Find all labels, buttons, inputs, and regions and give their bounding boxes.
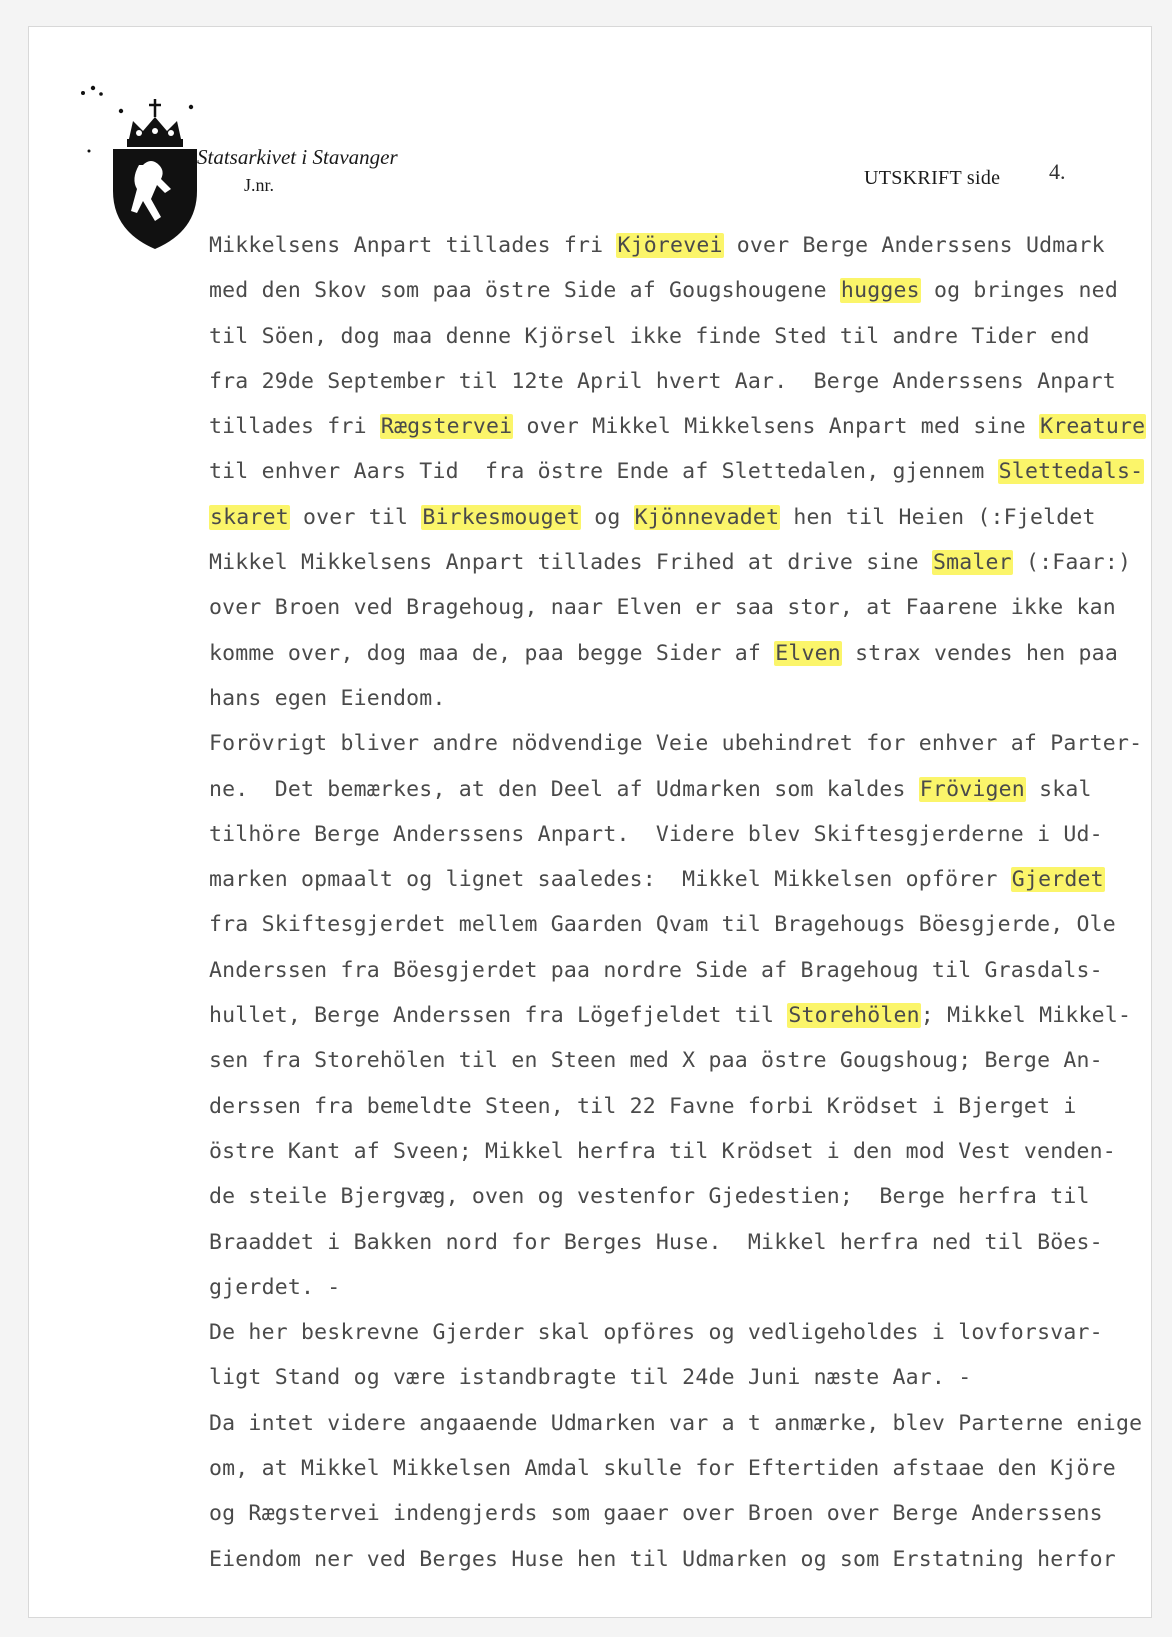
text-segment: om, at Mikkel Mikkelsen Amdal skulle for Eftertiden afstaae den Kjöre bbox=[209, 1456, 1116, 1482]
journal-number-label: J.nr. bbox=[244, 175, 275, 195]
text-segment: marken opmaalt og lignet saaledes: Mikkel Mikkelsen opförer bbox=[209, 867, 1011, 893]
text-line bbox=[209, 993, 1169, 1038]
page-number: 4. bbox=[1049, 159, 1066, 184]
text-segment: De her beskrevne Gjerder skal opföres og vedligeholdes i lovforsvar- bbox=[209, 1320, 1103, 1346]
document-page bbox=[28, 26, 1152, 1618]
transcript-body bbox=[209, 223, 1169, 1582]
text-segment: og bbox=[581, 504, 634, 530]
utskrift-label: UTSKRIFT side bbox=[864, 167, 1001, 189]
text-line bbox=[209, 812, 1169, 857]
text-segment: hullet, Berge Anderssen fra Lögefjeldet til bbox=[209, 1003, 788, 1029]
text-segment: fra Skiftesgjerdet mellem Gaarden Qvam til Bragehougs Böesgjerde, Ole bbox=[209, 912, 1116, 938]
text-line bbox=[209, 1220, 1169, 1265]
text-segment: Braaddet i Bakken nord for Berges Huse. Mikkel herfra ned til Böes- bbox=[209, 1229, 1103, 1255]
highlighted-word: Slettedals- bbox=[998, 459, 1144, 485]
text-segment: over Mikkel Mikkelsens Anpart med sine bbox=[513, 414, 1040, 440]
highlighted-word: Elven bbox=[775, 640, 841, 666]
text-line bbox=[209, 1084, 1169, 1129]
archive-name: Statsarkivet i Stavanger bbox=[197, 145, 398, 169]
text-segment: (:Faar:) bbox=[1012, 550, 1132, 576]
text-segment: strax vendes hen paa bbox=[841, 640, 1118, 666]
highlighted-word: Kreature bbox=[1040, 414, 1146, 440]
highlighted-word: Kjönnevadet bbox=[634, 504, 780, 530]
text-segment: ne. Det bemærkes, at den Deel af Udmarken som kaldes bbox=[209, 776, 919, 802]
highlighted-word: hugges bbox=[840, 278, 920, 304]
text-segment: hans egen Eiendom. bbox=[209, 685, 446, 711]
text-line bbox=[209, 721, 1169, 766]
text-line bbox=[209, 449, 1169, 494]
text-line bbox=[209, 902, 1169, 947]
text-line bbox=[209, 585, 1169, 630]
text-line bbox=[209, 1265, 1169, 1310]
text-line bbox=[209, 1355, 1169, 1400]
text-segment: Da intet videre angaaende Udmarken var a t anmærke, blev Parterne enige bbox=[209, 1410, 1143, 1436]
text-line bbox=[209, 495, 1169, 540]
text-line bbox=[209, 1038, 1169, 1083]
text-segment: de steile Bjergvæg, oven og vestenfor Gjedestien; Berge herfra til bbox=[209, 1184, 1090, 1210]
text-line bbox=[209, 948, 1169, 993]
text-segment: til enhver Aars Tid fra östre Ende af Slettedalen, gjennem bbox=[209, 459, 998, 485]
text-segment: östre Kant af Sveen; Mikkel herfra til Krödset i den mod Vest venden- bbox=[209, 1138, 1116, 1164]
text-segment: over til bbox=[289, 504, 422, 530]
highlighted-word: Kjörevei bbox=[617, 233, 723, 258]
highlighted-word: Rægstervei bbox=[380, 414, 513, 440]
text-line bbox=[209, 540, 1169, 585]
text-line bbox=[209, 1310, 1169, 1355]
text-line bbox=[209, 223, 1169, 268]
text-line bbox=[209, 314, 1169, 359]
text-segment: fra 29de September til 12te April hvert Aar. Berge Anderssens Anpart bbox=[209, 368, 1116, 394]
text-segment: sen fra Storehölen til en Steen med X paa östre Gougshoug; Berge An- bbox=[209, 1048, 1103, 1074]
text-segment: til Söen, dog maa denne Kjörsel ikke finde Sted til andre Tider end bbox=[209, 323, 1090, 349]
text-line bbox=[209, 676, 1169, 721]
text-segment: over Berge Anderssens Udmark bbox=[723, 233, 1105, 258]
text-segment: Eiendom ner ved Berges Huse hen til Udmarken og som Erstatning herfor bbox=[209, 1546, 1116, 1572]
text-line bbox=[209, 1491, 1169, 1536]
text-segment: skal bbox=[1025, 776, 1092, 802]
text-segment: og Rægstervei indengjerds som gaaer over Broen over Berge Anderssens bbox=[209, 1501, 1103, 1527]
text-segment: ; Mikkel Mikkel- bbox=[920, 1003, 1132, 1029]
text-segment: med den Skov som paa östre Side af Gougshougene bbox=[209, 278, 840, 304]
text-line bbox=[209, 359, 1169, 404]
text-segment: hen til Heien (:Fjeldet bbox=[780, 504, 1096, 530]
text-segment: Anderssen fra Böesgjerdet paa nordre Side af Bragehoug til Grasdals- bbox=[209, 957, 1103, 983]
text-line bbox=[209, 767, 1169, 812]
text-segment: og bringes ned bbox=[920, 278, 1118, 304]
text-segment: tillades fri bbox=[209, 414, 380, 440]
highlighted-word: Gjerdet bbox=[1011, 867, 1104, 893]
text-segment: komme over, dog maa de, paa begge Sider af bbox=[209, 640, 775, 666]
text-line bbox=[209, 1174, 1169, 1219]
highlighted-word: skaret bbox=[210, 504, 289, 530]
text-line bbox=[209, 1401, 1169, 1446]
highlighted-word: Storehölen bbox=[788, 1003, 920, 1029]
text-segment: over Broen ved Bragehoug, naar Elven er saa stor, at Faarene ikke kan bbox=[209, 595, 1116, 621]
highlighted-word: Birkesmouget bbox=[422, 504, 581, 530]
text-segment: ligt Stand og være istandbragte til 24de Juni næste Aar. - bbox=[209, 1365, 972, 1391]
norwegian-coat-of-arms-icon bbox=[73, 61, 213, 251]
text-segment: derssen fra bemeldte Steen, til 22 Favne forbi Krödset i Bjerget i bbox=[209, 1093, 1077, 1119]
text-line bbox=[209, 1129, 1169, 1174]
text-line bbox=[209, 857, 1169, 902]
text-segment: gjerdet. - bbox=[209, 1274, 341, 1300]
text-line bbox=[209, 1446, 1169, 1491]
text-line bbox=[209, 268, 1169, 313]
text-line bbox=[209, 631, 1169, 676]
text-segment: tilhöre Berge Anderssens Anpart. Videre blev Skiftesgjerderne i Ud- bbox=[209, 821, 1103, 847]
text-segment: Forövrigt bliver andre nödvendige Veie ubehindret for enhver af Parter- bbox=[209, 731, 1143, 757]
text-segment: Mikkel Mikkelsens Anpart tillades Frihed at drive sine bbox=[209, 550, 932, 576]
text-line bbox=[209, 1537, 1169, 1582]
highlighted-word: Smaler bbox=[932, 550, 1012, 576]
highlighted-word: Frövigen bbox=[919, 776, 1025, 802]
text-segment: Mikkelsens Anpart tillades fri bbox=[209, 233, 617, 258]
text-line bbox=[209, 404, 1169, 449]
